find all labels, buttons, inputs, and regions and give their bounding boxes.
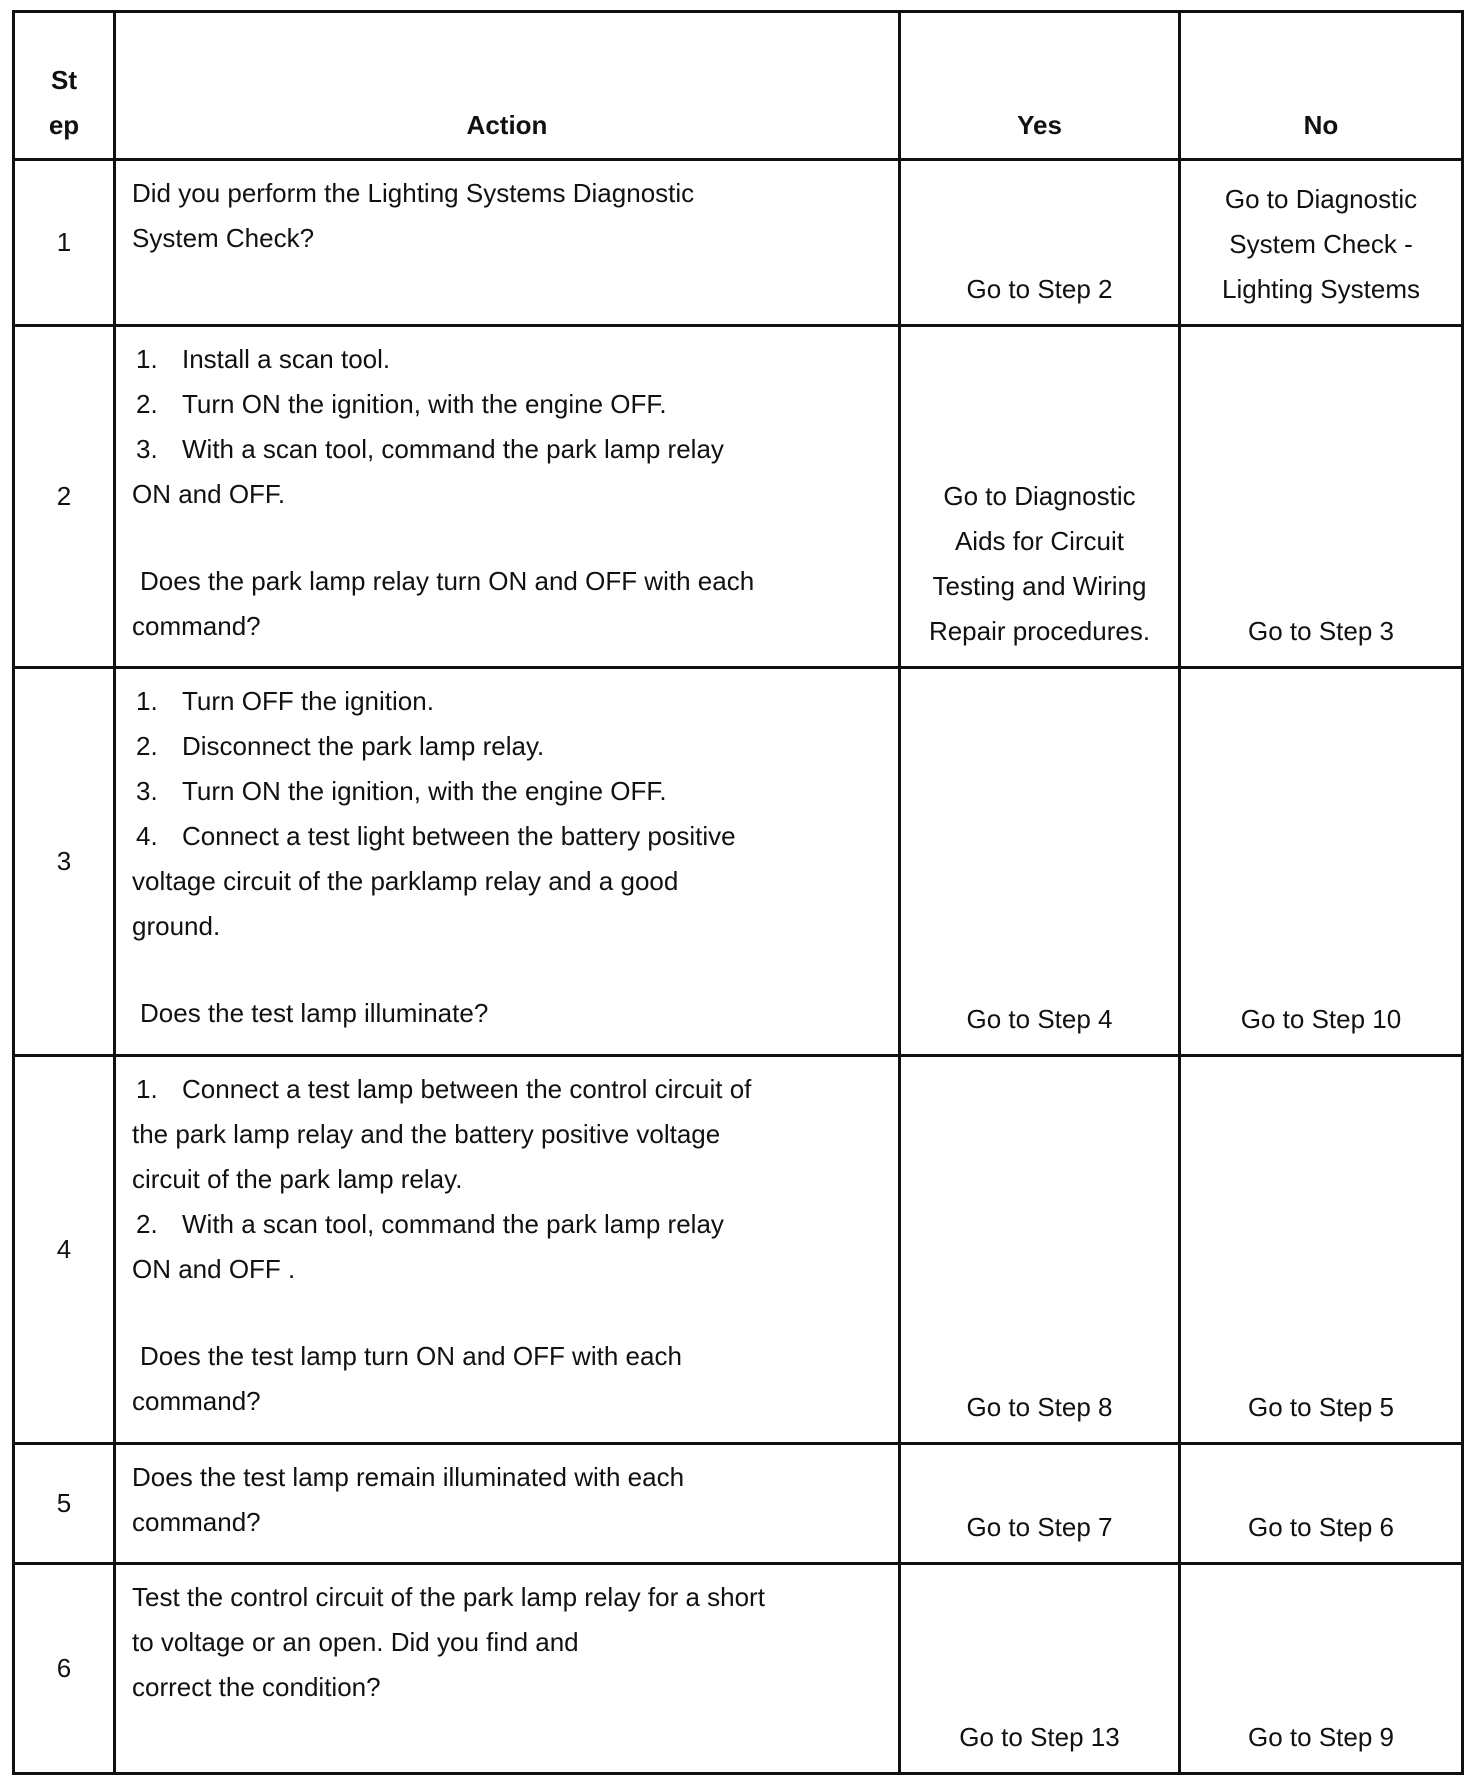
- step-number: 1: [14, 160, 115, 326]
- step-number: 4: [14, 1056, 115, 1444]
- step-number: 2: [14, 326, 115, 668]
- action-list-item: 2. Turn ON the ignition, with the engine OFF.: [136, 389, 667, 419]
- yes-text: Go to Step 4: [966, 1004, 1113, 1034]
- action-list-item: 2. Disconnect the park lamp relay.: [136, 731, 545, 761]
- yes-text: Repair procedures.: [928, 616, 1151, 646]
- yes-text: Testing and Wiring: [932, 571, 1147, 601]
- header-step: St ep: [14, 12, 115, 160]
- yes-cell: [900, 1056, 1180, 1444]
- action-cell: [115, 1444, 900, 1564]
- action-list-item: 3. Turn ON the ignition, with the engine OFF.: [136, 776, 667, 806]
- action-list-item: 2. With a scan tool, command the park lamp relay: [136, 1209, 724, 1239]
- header-no: No: [1180, 12, 1463, 160]
- action-line: Test the control circuit of the park lamp relay for a short: [132, 1582, 765, 1612]
- no-text: Go to Step 10: [1240, 1004, 1402, 1034]
- yes-cell: [900, 1444, 1180, 1564]
- no-text: Go to Step 3: [1248, 616, 1394, 646]
- no-text: Go to Step 5: [1248, 1392, 1394, 1422]
- yes-cell: [900, 160, 1180, 326]
- header-yes: Yes: [900, 12, 1180, 160]
- action-line: voltage circuit of the parklamp relay and a good: [132, 866, 679, 896]
- table-row: [14, 160, 1463, 326]
- action-line: Did you perform the Lighting Systems Diagnostic: [132, 178, 695, 208]
- table-row: [14, 668, 1463, 1056]
- action-question: command?: [132, 1386, 261, 1416]
- action-line: correct the condition?: [132, 1672, 381, 1702]
- action-line: circuit of the park lamp relay.: [132, 1164, 463, 1194]
- action-line: to voltage or an open. Did you find and: [132, 1627, 579, 1657]
- no-cell: [1180, 326, 1463, 668]
- action-question: Does the park lamp relay turn ON and OFF with each: [140, 566, 755, 596]
- action-line: ground.: [132, 911, 221, 941]
- yes-text: Go to Step 7: [966, 1512, 1113, 1542]
- table-row: [14, 1444, 1463, 1564]
- header-row: [14, 12, 1463, 160]
- action-question: command?: [132, 611, 261, 641]
- action-line: ON and OFF.: [132, 479, 286, 509]
- yes-text: Go to Diagnostic: [943, 481, 1136, 511]
- no-cell: [1180, 1056, 1463, 1444]
- action-line: System Check?: [132, 223, 315, 253]
- action-line: ON and OFF .: [132, 1254, 296, 1284]
- action-list-item: 1. Install a scan tool.: [136, 344, 391, 374]
- yes-cell: [900, 668, 1180, 1056]
- action-line: the park lamp relay and the battery positive voltage: [132, 1119, 721, 1149]
- yes-text: Go to Step 2: [966, 274, 1113, 304]
- document-page: [12, 10, 1461, 1770]
- yes-cell: [900, 326, 1180, 668]
- yes-text: Aids for Circuit: [954, 526, 1125, 556]
- no-text: System Check -: [1229, 229, 1413, 259]
- no-text: Go to Step 6: [1248, 1512, 1394, 1542]
- no-text: Go to Step 9: [1248, 1722, 1394, 1752]
- no-cell: [1180, 160, 1463, 326]
- step-number: 6: [14, 1564, 115, 1774]
- yes-text: Go to Step 8: [966, 1392, 1113, 1422]
- table-row: [14, 1056, 1463, 1444]
- no-cell: [1180, 668, 1463, 1056]
- action-list-item: 1. Connect a test lamp between the control circuit of: [136, 1074, 752, 1104]
- action-cell: [115, 160, 900, 326]
- action-line: command?: [132, 1507, 261, 1537]
- step-number: 3: [14, 668, 115, 1056]
- no-text: Lighting Systems: [1222, 274, 1420, 304]
- table-row: [14, 1564, 1463, 1774]
- action-list-item: 4. Connect a test light between the battery positive: [136, 821, 736, 851]
- action-line: Does the test lamp remain illuminated with each: [132, 1462, 685, 1492]
- action-question: Does the test lamp illuminate?: [140, 998, 489, 1028]
- no-cell: [1180, 1564, 1463, 1774]
- no-text: Go to Diagnostic: [1224, 184, 1418, 214]
- action-cell: [115, 326, 900, 668]
- action-cell: [115, 668, 900, 1056]
- step-number: 5: [14, 1444, 115, 1564]
- diagnostic-table: [12, 10, 1464, 1775]
- yes-text: Go to Step 13: [959, 1722, 1120, 1752]
- no-cell: [1180, 1444, 1463, 1564]
- action-cell: [115, 1056, 900, 1444]
- action-list-item: 1. Turn OFF the ignition.: [136, 686, 434, 716]
- yes-cell: [900, 1564, 1180, 1774]
- table-row: [14, 326, 1463, 668]
- action-cell: [115, 1564, 900, 1774]
- action-question: Does the test lamp turn ON and OFF with each: [140, 1341, 682, 1371]
- action-list-item: 3. With a scan tool, command the park lamp relay: [136, 434, 724, 464]
- header-action: Action: [115, 12, 900, 160]
